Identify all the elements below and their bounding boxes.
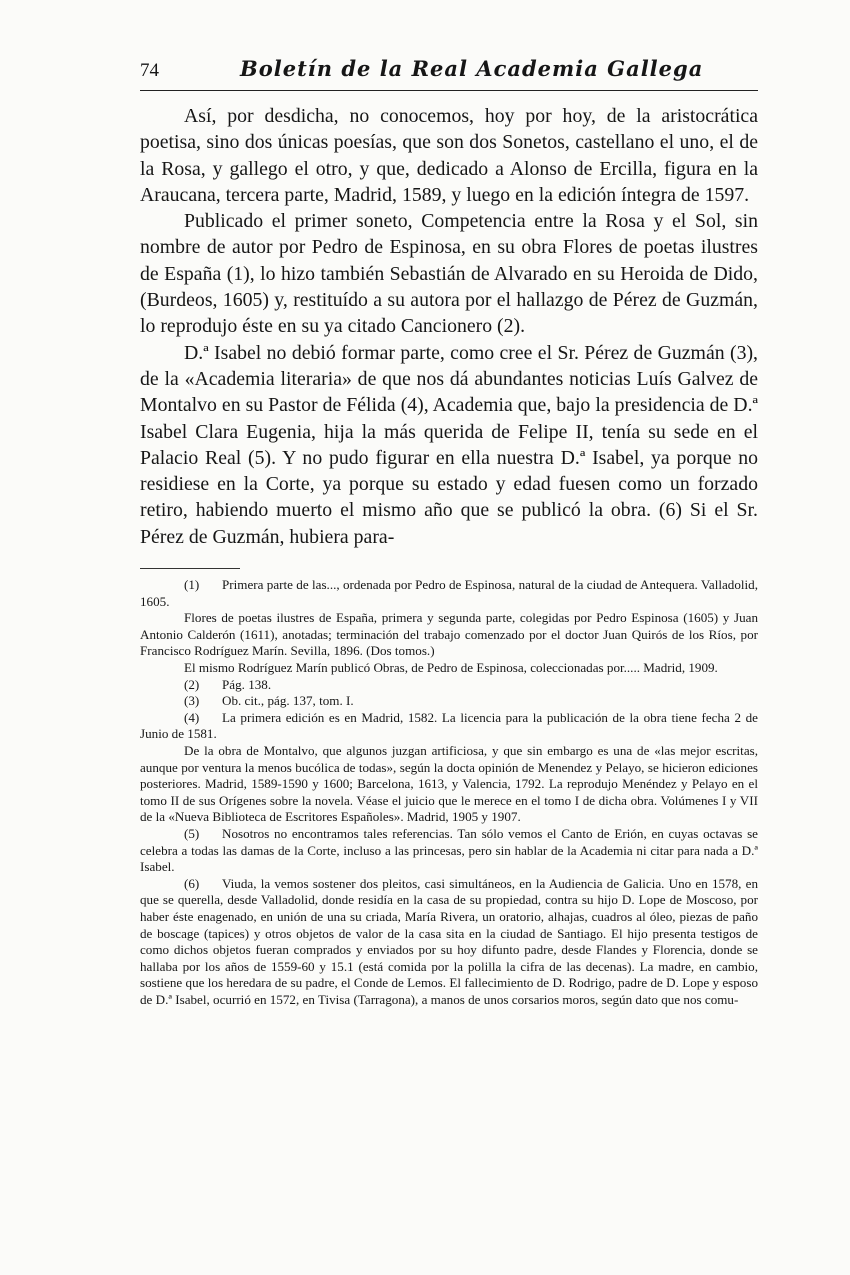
footnote-text: Pág. 138. bbox=[222, 676, 272, 692]
footnote-text: Primera parte de las..., ordenada por Pedro de Espinosa, natural de la ciudad de Antequera. Valladolid, 1605. bbox=[140, 577, 758, 609]
footnote-continuation: Flores de poetas ilustres de España, primera y segunda parte, colegidas por Pedro Espinosa (1605) y Juan Antonio Calderón (1611), anotadas; terminación del trabajo comenzado por el doctor Juan Quirós de los Ríos, por Francisco Rodríguez Marín. Sevilla, 1896. (Dos tomos.) bbox=[140, 610, 758, 659]
footnote-number: (6) bbox=[184, 875, 200, 891]
footnote-number: (2) bbox=[184, 676, 200, 692]
page bbox=[140, 56, 758, 1008]
footnote bbox=[140, 826, 758, 876]
footnote bbox=[140, 710, 758, 743]
footnote-text: La primera edición es en Madrid, 1582. La licencia para la publicación de la obra tiene fecha 2 de Junio de 1581. bbox=[140, 709, 758, 742]
footnote-number: (3) bbox=[184, 693, 200, 709]
page-number: 74 bbox=[140, 60, 159, 81]
footnote bbox=[140, 693, 758, 710]
running-header bbox=[140, 56, 758, 91]
footnote-text: Ob. cit., pág. 137, tom. I. bbox=[222, 693, 354, 709]
main-text bbox=[140, 103, 758, 550]
footnote-number: (1) bbox=[184, 577, 200, 593]
footnote-text: Viuda, la vemos sostener dos pleitos, casi simultáneos, en la Audiencia de Galicia. Uno en 1578, en que se querella, desde Valladolid, donde residía en la casa de su propiedad, contra su hijo D. Lope de Moscoso, por haber éste enagenado, en unión de una su criada, María Rivera, un oratorio, alhajas, cuadros al óleo, piezas de paño de boscage (tapices) y otros objetos de valor de la casa sita en la ciudad de Santiago. El hijo presenta testigos de como dichos objetos fueran comprados y enviados por su hoy difunto padre, desde Flandes y Florencia, donde se hallaba por los años de 1559-60 y 15.1 (está comida por la polilla la cifra de las decenas). La madre, en cambio, sostiene que los heredara de su padre, el Conde de Lemos. El fallecimiento de D. Rodrigo, padre de D. Lope y esposo de D.ª Isabel, ocurrió en 1572, en Tivisa (Tarragona), a manos de unos corsarios moros, según dato que nos comu- bbox=[140, 875, 758, 1007]
footnote-text: Nosotros no encontramos tales referencias. Tan sólo vemos el Canto de Erión, en cuyas octavas se celebra a todas las damas de la Corte, incluso a las princesas, pero sin hablar de la Academia ni citar para nada a D.ª Isabel. bbox=[140, 825, 758, 875]
footnote bbox=[140, 876, 758, 1009]
footnote-continuation: El mismo Rodríguez Marín publicó Obras, de Pedro de Espinosa, coleccionadas por..... Madrid, 1909. bbox=[184, 660, 718, 676]
paragraph: Así, por desdicha, no conocemos, hoy por hoy, de la aristocrática poetisa, sino dos únicas poesías, que son dos Sonetos, castellano el uno, el de la Rosa, y gallego el otro, y que, dedicado a Alonso de Ercilla, figura en la Araucana, tercera parte, Madrid, 1589, y luego en la edición íntegra de 1597. bbox=[140, 105, 758, 206]
running-title: Boletín de la Real Academia Gallega bbox=[240, 56, 704, 81]
footnote-continuation: De la obra de Montalvo, que algunos juzgan artificiosa, y que sin embargo es una de «las mejor escritas, aunque por ventura la menos bucólica de todas», según la docta opinión de Menendez y Pelayo, se hicieron ediciones posteriores. Madrid, 1589-1590 y 1600; Barcelona, 1613, y Valencia, 1792. La reprodujo Menéndez y Pelayo en el tomo II de sus Orígenes sobre la novela. Véase el juicio que le merece en el tomo I de dicha obra. Volúmenes I y VII de la «Nueva Biblioteca de Escritores Españoles». Madrid, 1905 y 1907. bbox=[140, 742, 758, 825]
footnote-number: (4) bbox=[184, 709, 200, 725]
footnote-separator bbox=[140, 568, 240, 569]
footnote bbox=[140, 677, 758, 694]
footnote-number: (5) bbox=[184, 825, 200, 841]
paragraph: Publicado el primer soneto, Competencia entre la Rosa y el Sol, sin nombre de autor por Pedro de Espinosa, en su obra Flores de poetas ilustres de España (1), lo hizo también Sebastián de Alvarado en su Heroida de Dido, (Burdeos, 1605) y, restituído a su autora por el hallazgo de Pérez de Guzmán, lo reprodujo éste en su ya citado Cancionero (2). bbox=[140, 210, 758, 338]
paragraph: D.ª Isabel no debió formar parte, como cree el Sr. Pérez de Guzmán (3), de la «Academia literaria» de que nos dá abundantes noticias Luís Galvez de Montalvo en su Pastor de Félida (4), Academia que, bajo la presidencia de D.ª Isabel Clara Eugenia, hija la más querida de Felipe II, tenía su sede en el Palacio Real (5). Y no pudo figurar en ella nuestra D.ª Isabel, ya porque no residiese en la Corte, ya porque su estado y edad fuesen como un forzado retiro, habiendo muerto el mismo año que se publicó la obra. (6) Si el Sr. Pérez de Guzmán, hubiera para- bbox=[140, 341, 758, 548]
footnote bbox=[140, 577, 758, 610]
footnotes bbox=[140, 577, 758, 1008]
